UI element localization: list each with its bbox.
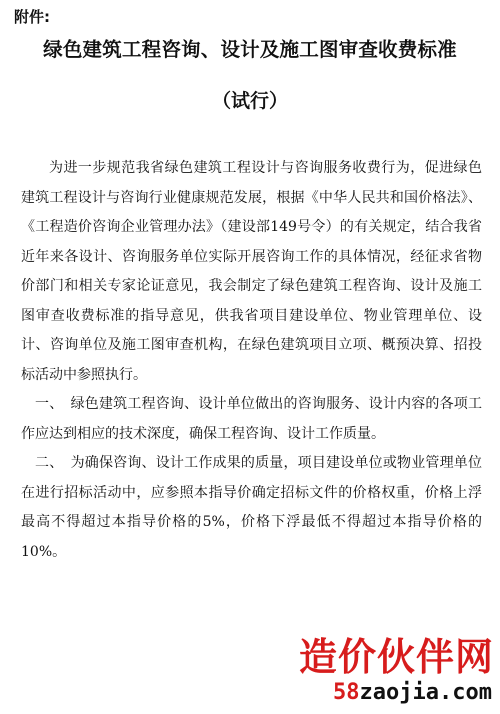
watermark-url-number: 58 xyxy=(333,680,360,705)
watermark-url-domain: zaojia.com xyxy=(359,680,492,705)
paragraph-item-2: 二、 为确保咨询、设计工作成果的质量，项目建设单位或物业管理单位在进行招标活动中，应参照本指导价确定招标文件的价格权重，价格上浮最高不得超过本指导价格的5%，价格下浮最低不得超过本指导价格的10%。 xyxy=(21,455,482,560)
watermark-url xyxy=(333,680,492,705)
paragraph-item-1: 一、 绿色建筑工程咨询、设计单位做出的咨询服务、设计内容的各项工作应达到相应的技术深度，确保工程咨询、设计工作质量。 xyxy=(21,396,482,442)
document-body xyxy=(21,154,482,567)
watermark-brand: 造价伙伴网 xyxy=(298,635,494,679)
site-watermark xyxy=(296,626,496,710)
paragraph-intro: 为进一步规范我省绿色建筑工程设计与咨询服务收费行为，促进绿色建筑工程设计与咨询行业健康规范发展，根据《中华人民共和国价格法》、《工程造价咨询企业管理办法》（建设部149号令）的有关规定，结合我省近年来各设计、咨询服务单位实际开展咨询工作的具体情况，经征求省物价部门和相关专家论证意见，我会制定了绿色建筑工程咨询、设计及施工图审查收费标准的指导意见，供我省项目建设单位、物业管理单位、设计、咨询单位及施工图审查机构，在绿色建筑项目立项、概预决算、招投标活动中参照执行。 xyxy=(21,160,482,383)
document-subtitle: （试行） xyxy=(211,90,288,112)
attachment-label: 附件: xyxy=(14,8,50,26)
document-title: 绿色建筑工程咨询、设计及施工图审查收费标准 xyxy=(43,38,457,61)
